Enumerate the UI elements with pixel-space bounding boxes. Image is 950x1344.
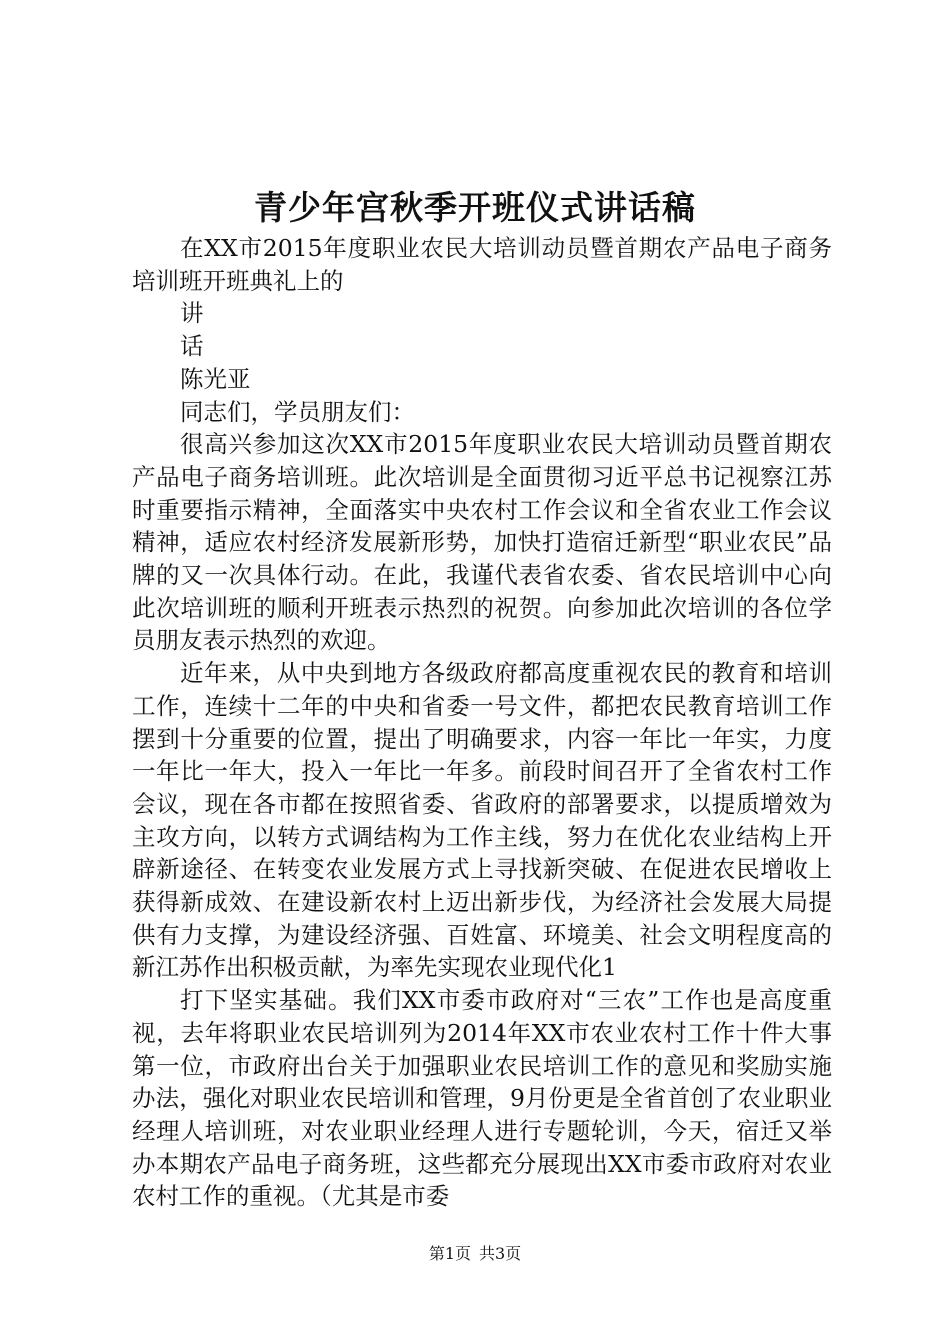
page-number-current: 第1页 — [428, 1244, 471, 1263]
page-footer — [0, 1243, 950, 1265]
body-paragraph-1: 很高兴参加这次XX市2015年度职业农民大培训动员暨首期农产品电子商务培训班。此次培训是全面贯彻习近平总书记视察江苏时重要指示精神，全面落实中央农村工作会议和全省农业工作会议精神，适应农村经济发展新形势，加快打造宿迁新型“职业农民”品牌的又一次具体行动。在此，我谨代表省农委、省农民培训中心向此次培训班的顺利开班表示热烈的祝贺。向参加此次培训的各位学员朋友表示热烈的欢迎。 — [132, 430, 832, 655]
body-paragraph-3: 打下坚实基础。我们XX市委市政府对“三农”工作也是高度重视，去年将职业农民培训列为2014年XX市农业农村工作十件大事第一位，市政府出台关于加强职业农民培训工作的意见和奖励实施办法，强化对职业农民培训和管理，9月份更是全省首创了农业职业经理人培训班，对农业职业经理人进行专题轮训，今天，宿迁又举办本期农产品电子商务班，这些都充分展现出XX市委市政府对农业农村工作的重视。（尤其是市委 — [132, 986, 832, 1211]
body-paragraph-2: 近年来，从中央到地方各级政府都高度重视农民的教育和培训工作，连续十二年的中央和省委一号文件，都把农民教育培训工作摆到十分重要的位置，提出了明确要求，内容一年比一年实，力度一年比一年大，投入一年比一年多。前段时间召开了全省农村工作会议，现在各市都在按照省委、省政府的部署要求，以提质增效为主攻方向，以转方式调结构为工作主线，努力在优化农业结构上开辟新途径、在转变农业发展方式上寻找新突破、在促进农民增收上获得新成效、在建设新农村上迈出新步伐，为经济社会发展大局提供有力支撑，为建设经济强、百姓富、环境美、社会文明程度高的新江苏作出积极贡献，为率先实现农业现代化1 — [132, 659, 832, 982]
short-line-hua: 话 — [180, 332, 204, 361]
subtitle-paragraph: 在XX市2015年度职业农民大培训动员暨首期农产品电子商务培训班开班典礼上的 — [132, 234, 832, 295]
greeting: 同志们，学员朋友们： — [180, 397, 415, 426]
short-line-jiang: 讲 — [180, 299, 204, 328]
document-title: 青少年宫秋季开班仪式讲话稿 — [254, 188, 696, 227]
document-body — [132, 232, 832, 1213]
page-number-total: 共3页 — [479, 1244, 522, 1263]
speaker-name: 陈光亚 — [180, 364, 251, 393]
